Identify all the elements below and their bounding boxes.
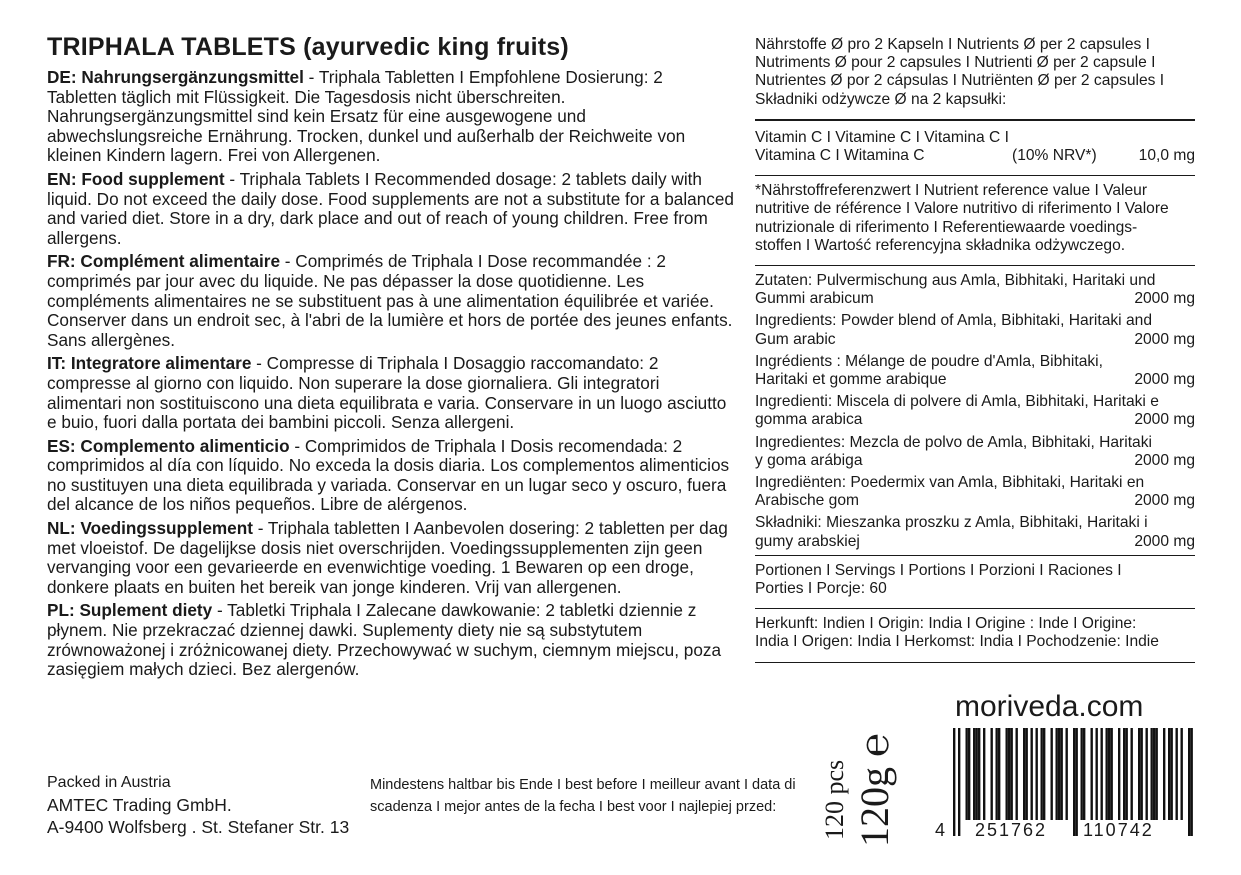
ingredient-line: Gummi arabicum xyxy=(755,290,874,308)
nutrients-header-line: Nutriments Ø pour 2 capsules I Nutrienti Ø per 2 capsule I xyxy=(755,54,1156,72)
divider xyxy=(755,662,1195,663)
servings-line: Porties I Porcje: 60 xyxy=(755,580,887,598)
barcode-bar xyxy=(1188,728,1190,836)
barcode-bar xyxy=(1023,728,1025,820)
paragraph-heading: NL: Voedingssupplement xyxy=(47,518,253,539)
ingredient-line: Arabische gom xyxy=(755,492,860,510)
divider xyxy=(755,555,1195,556)
barcode-bar xyxy=(953,728,955,836)
barcode-bar xyxy=(1163,728,1165,820)
ingredient-line: gumy arabskiej xyxy=(755,532,860,550)
paragraph-heading: DE: Nahrungsergänzungsmittel xyxy=(47,67,304,87)
ingredient-item xyxy=(755,393,1195,429)
paragraph-it xyxy=(47,354,737,432)
barcode xyxy=(935,728,1195,846)
packer-street: A-9400 Wolfsberg . St. Stefaner Str. 13 xyxy=(47,817,350,837)
barcode-bar xyxy=(1073,728,1075,836)
ingredient-amount-row xyxy=(755,533,1195,551)
divider xyxy=(755,119,1195,121)
barcode-bar xyxy=(968,728,970,820)
barcode-bar xyxy=(1056,728,1058,820)
ingredient-line: Ingredients: Powder blend of Amla, Bibhitaki, Haritaki and xyxy=(755,312,1152,330)
paragraph-body: - Tabletki Triphala I Zalecane dawkowanie: 2 tabletki dziennie z płynem. Nie przekraczać dziennej dawki. Suplementy diety nie są substytutem zrównoważonej i zróżnicowanej diety. Przechowywać w suchym, ciemnym miejscu, poza zasięgiem małych dzieci. Bez alergenów. xyxy=(47,600,722,680)
barcode-bar xyxy=(1118,728,1120,820)
barcode-bar xyxy=(1138,728,1140,820)
barcode-bar xyxy=(976,728,978,820)
barcode-bar xyxy=(1043,728,1045,820)
barcode-bar xyxy=(1076,728,1078,836)
barcode-bar xyxy=(1008,728,1010,820)
best-before-text: Mindestens haltbar bis Ende I best before I meilleur avant I data di scadenza I mejor antes de la fecha I best voor I najlepiej przed: xyxy=(370,777,796,815)
nrv-note xyxy=(755,182,1195,261)
paragraph-en xyxy=(47,170,737,248)
barcode-bar xyxy=(991,728,993,820)
ingredient-amount-row xyxy=(755,290,1195,308)
paragraph-heading: PL: Suplement diety xyxy=(47,600,213,621)
barcode-bar xyxy=(958,728,960,836)
ingredient-amount: 2000 mg xyxy=(1134,451,1195,469)
ingredient-line: gomma arabica xyxy=(755,411,863,429)
nutrients-header-line: Nutrientes Ø por 2 cápsulas I Nutriënten Ø per 2 capsules I xyxy=(755,72,1165,90)
barcode-bar xyxy=(1111,728,1113,820)
barcode-bar xyxy=(978,728,980,820)
barcode-bar xyxy=(1083,728,1085,820)
ingredient-amount: 2000 mg xyxy=(1134,371,1195,389)
barcode-digits-right: 110742 xyxy=(1083,820,1154,840)
barcode-bar xyxy=(996,728,998,820)
ingredient-item xyxy=(755,272,1195,308)
paragraph-body: - Triphala tabletten I Aanbevolen dosering: 2 tabletten per dag met vloeistof. De dagelijkse dosis niet overschrijden. Voedingssupplementen zijn geen vervanging voor een gevarieerde en evenwichtige voeding. 1 Bewaren op een droge, donkere plaats en buiten het bereik van jonge kinderen. Vrij van allergenen. xyxy=(47,518,728,597)
paragraph-heading: ES: Complemento alimenticio xyxy=(47,435,290,456)
vitamin-name-line: Vitamin C I Vitamine C I Vitamina C I xyxy=(755,128,1009,146)
product-title: TRIPHALA TABLETS (ayurvedic king fruits) xyxy=(47,33,569,61)
nrv-note-line: stoffen I Wartość referencyjna składnika odżywczego. xyxy=(755,236,1126,254)
barcode-bar xyxy=(1156,728,1158,820)
barcode-bar xyxy=(1081,728,1083,820)
ingredient-amount-row xyxy=(755,492,1195,510)
barcode-bar xyxy=(1176,728,1178,820)
ingredient-item xyxy=(755,353,1195,389)
barcode-bar xyxy=(1108,728,1110,820)
barcode-bar xyxy=(1061,728,1063,820)
net-weight: 120g ℮ xyxy=(852,732,897,847)
barcode-bar xyxy=(1096,728,1098,820)
packer-company: AMTEC Trading GmbH. xyxy=(47,795,232,815)
barcode-bar xyxy=(1101,728,1103,820)
barcode-bar xyxy=(1123,728,1125,820)
paragraph-heading: FR: Complément alimentaire xyxy=(47,251,281,272)
barcode-bar xyxy=(1153,728,1155,820)
paragraph-body: - Comprimés de Triphala I Dose recommandée : 2 comprimés par jour avec du liquide. Ne pas dépasser la dose quotidienne. Les compléments alimentaires ne se substituent pas à une alimentation équilibrée et variée. Conserver dans un endroit sec, à l'abri de la lumière et hors de portée des jeunes enfants. Sans allergènes. xyxy=(47,251,733,350)
barcode-bar xyxy=(1181,728,1183,820)
paragraph-body: - Compresse di Triphala I Dosaggio raccomandato: 2 compresse al giorno con liquido. Non superare la dose giornaliera. Gli integratori alimentari non sostituiscono una dieta equilibrata e varia. Conservare in un luogo asciutto e buio, fuori dalla portata dei bambini piccoli. Senza allergeni. xyxy=(47,353,727,433)
ingredient-line: Haritaki et gomme arabique xyxy=(755,371,947,389)
divider xyxy=(755,265,1195,266)
ingredient-amount-row xyxy=(755,331,1195,349)
barcode-bar xyxy=(1066,728,1068,820)
ingredient-amount: 2000 mg xyxy=(1134,411,1195,429)
ingredient-amount-row xyxy=(755,371,1195,389)
barcode-bar xyxy=(1041,728,1043,820)
nrv-note-line: nutritive de référence I Valore nutritivo di riferimento I Valore xyxy=(755,200,1169,218)
paragraph-heading: EN: Food supplement xyxy=(47,168,225,189)
barcode-bar xyxy=(998,728,1000,820)
ingredient-line: Ingredienti: Miscela di polvere di Amla, Bibhitaki, Haritaki e xyxy=(755,393,1159,411)
vitamin-row xyxy=(755,129,1195,171)
website-url: moriveda.com xyxy=(955,690,1144,723)
paragraph-pl xyxy=(47,601,737,679)
barcode-bar xyxy=(1151,728,1153,820)
barcode-bar xyxy=(1036,728,1038,820)
barcode-bar xyxy=(1026,728,1028,820)
ingredient-line: y goma arábiga xyxy=(755,451,863,469)
ingredient-amount-row xyxy=(755,411,1195,429)
paragraph-body: - Triphala Tablets I Recommended dosage: 2 tablets daily with liquid. Do not exceed the daily dose. Food supplements are not a substitute for a balanced and varied diet. Store in a dry, dark place and out of reach of young children. Free from allergens. xyxy=(47,168,734,248)
ingredient-amount: 2000 mg xyxy=(1134,330,1195,348)
barcode-bar xyxy=(1168,728,1170,820)
quantity-vertical xyxy=(820,720,910,845)
ingredient-line: Ingrediënten: Poedermix van Amla, Bibhitaki, Haritaki en xyxy=(755,474,1145,492)
barcode-bar xyxy=(966,728,968,820)
barcode-bar xyxy=(1106,728,1108,820)
servings-line: Portionen I Servings I Portions I Porzioni I Raciones I xyxy=(755,561,1122,579)
description-column xyxy=(47,68,737,684)
vitamin-amount: 10,0 mg xyxy=(1138,147,1195,165)
ingredient-amount: 2000 mg xyxy=(1134,492,1195,510)
nrv-note-line: nutrizionale di riferimento I Referentiewaarde voedings- xyxy=(755,218,1138,236)
ingredient-item xyxy=(755,434,1195,470)
paragraph-body: - Comprimidos de Triphala I Dosis recomendada: 2 comprimidos al día con líquido. No exceda la dosis diaria. Los complementos alimenticios no sustituyen una dieta equilibrada y variada. Conservar en un lugar seco y oscuro, fuera del alcance de los niños pequeños. Libre de alérgenos. xyxy=(47,435,730,515)
packer-address xyxy=(47,772,349,838)
piece-count: 120 pcs xyxy=(820,759,849,840)
ingredients-list xyxy=(755,272,1195,551)
nutrients-header-line: Nährstoffe Ø pro 2 Kapseln I Nutrients Ø per 2 capsules I xyxy=(755,36,1150,53)
paragraph-de xyxy=(47,68,737,166)
ingredient-item xyxy=(755,312,1195,348)
ingredient-item xyxy=(755,474,1195,510)
ingredient-amount: 2000 mg xyxy=(1134,532,1195,550)
barcode-bar xyxy=(1141,728,1143,820)
nutrition-column xyxy=(755,36,1195,669)
barcode-digits-left: 251762 xyxy=(975,820,1048,840)
ingredient-line: Składniki: Mieszanka proszku z Amla, Bibhitaki, Haritaki i xyxy=(755,514,1148,532)
paragraph-es xyxy=(47,437,737,515)
paragraph-fr xyxy=(47,252,737,350)
servings xyxy=(755,562,1195,604)
ingredient-item xyxy=(755,514,1195,550)
barcode-bar xyxy=(1171,728,1173,820)
origin-line: India I Origen: India I Herkomst: India I Pochodzenie: Indie xyxy=(755,633,1159,651)
vitamin-nrv: (10% NRV*) xyxy=(1012,147,1097,165)
ingredient-line: Ingrédients : Mélange de poudre d'Amla, Bibhitaki, xyxy=(755,352,1103,370)
divider xyxy=(755,175,1195,176)
barcode-bar xyxy=(1091,728,1093,820)
barcode-bar xyxy=(1011,728,1013,820)
barcode-bar xyxy=(1051,728,1053,820)
paragraph-nl xyxy=(47,519,737,597)
vitamin-name-line: Vitamina C I Witamina C xyxy=(755,147,925,165)
vitamin-values xyxy=(755,147,1195,165)
packer-country: Packed in Austria xyxy=(47,774,171,791)
nrv-note-line: *Nährstoffreferenzwert I Nutrient reference value I Valeur xyxy=(755,182,1148,200)
paragraph-heading: IT: Integratore alimentare xyxy=(47,353,252,374)
ingredient-line: Ingredientes: Mezcla de polvo de Amla, Bibhitaki, Haritaki xyxy=(755,433,1152,451)
barcode-bar xyxy=(1131,728,1133,820)
ingredient-line: Zutaten: Pulvermischung aus Amla, Bibhitaki, Haritaki und xyxy=(755,272,1156,290)
ingredient-line: Gum arabic xyxy=(755,330,836,348)
nutrients-header-line: Składniki odżywcze Ø na 2 kapsułki: xyxy=(755,90,1007,108)
origin-line: Herkunft: Indien I Origin: India I Origine : Inde I Origine: xyxy=(755,615,1137,633)
barcode-bar xyxy=(1058,728,1060,820)
divider xyxy=(755,608,1195,609)
barcode-bar xyxy=(1016,728,1018,820)
barcode-bar xyxy=(983,728,985,820)
ingredient-amount: 2000 mg xyxy=(1134,290,1195,308)
nutrients-header xyxy=(755,36,1195,115)
ingredient-amount-row xyxy=(755,452,1195,470)
barcode-bar xyxy=(1191,728,1193,836)
barcode-bar xyxy=(1146,728,1148,820)
paragraph-body: - Triphala Tabletten I Empfohlene Dosierung: 2 Tabletten täglich mit Flüssigkeit. Die Tagesdosis nicht überschreiten. Nahrungsergänzungsmittel sind kein Ersatz für eine ausgewogene und abwechslungsreiche Ernährung. Trocken, dunkel und außerhalb der Reichweite von kleinen Kindern lagern. Frei von Allergenen. xyxy=(47,67,686,166)
barcode-bar xyxy=(1031,728,1033,820)
barcode-digit-first: 4 xyxy=(935,820,948,840)
origin xyxy=(755,615,1195,657)
barcode-bar xyxy=(1126,728,1128,820)
barcode-bar xyxy=(973,728,975,820)
barcode-bar xyxy=(1006,728,1008,820)
